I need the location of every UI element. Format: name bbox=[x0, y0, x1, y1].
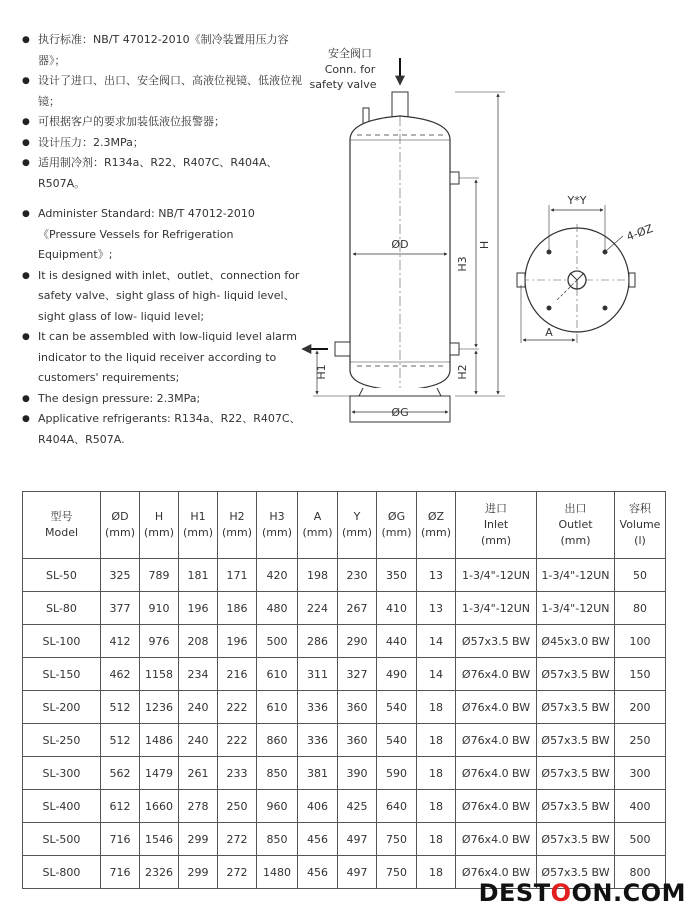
header-g: ØG (mm) bbox=[377, 492, 417, 559]
cell-z: 14 bbox=[417, 625, 456, 658]
cell-outlet: 1-3/4"-12UN bbox=[537, 592, 615, 625]
cell-model: SL-80 bbox=[23, 592, 101, 625]
cell-y: 390 bbox=[338, 757, 377, 790]
header-outlet: 出口 Outlet (mm) bbox=[537, 492, 615, 559]
cell-h3: 610 bbox=[257, 658, 298, 691]
cell-h: 910 bbox=[140, 592, 179, 625]
cell-model: SL-400 bbox=[23, 790, 101, 823]
bullet-en-item: ● It can be assembled with low-liquid level alarm indicator to the liquid receiver according to customers' requirements; bbox=[22, 327, 307, 389]
cell-g: 590 bbox=[377, 757, 417, 790]
cell-h3: 860 bbox=[257, 724, 298, 757]
cell-h3: 610 bbox=[257, 691, 298, 724]
safety-valve-label-en2: safety valve bbox=[309, 78, 377, 91]
cell-h3: 960 bbox=[257, 790, 298, 823]
cell-h2: 222 bbox=[218, 724, 257, 757]
cell-g: 640 bbox=[377, 790, 417, 823]
dim-label-h1: H1 bbox=[315, 364, 328, 380]
cell-h1: 261 bbox=[179, 757, 218, 790]
cell-h3: 420 bbox=[257, 559, 298, 592]
cell-volume: 250 bbox=[615, 724, 666, 757]
cell-outlet: Ø57x3.5 BW bbox=[537, 790, 615, 823]
cell-outlet: Ø57x3.5 BW bbox=[537, 757, 615, 790]
cell-d: 325 bbox=[101, 559, 140, 592]
bolt-hole-right bbox=[603, 250, 608, 255]
bolt-hole-bottom-right bbox=[603, 306, 608, 311]
table-row bbox=[23, 757, 666, 790]
cell-model: SL-200 bbox=[23, 691, 101, 724]
cell-model: SL-150 bbox=[23, 658, 101, 691]
cell-z: 18 bbox=[417, 823, 456, 856]
cell-g: 540 bbox=[377, 724, 417, 757]
cell-h: 1546 bbox=[140, 823, 179, 856]
cell-h: 1660 bbox=[140, 790, 179, 823]
dim-label-g: ØG bbox=[391, 406, 409, 419]
header-inlet: 进口 Inlet (mm) bbox=[456, 492, 537, 559]
cell-volume: 50 bbox=[615, 559, 666, 592]
receiver-drawing bbox=[295, 40, 675, 440]
cell-y: 230 bbox=[338, 559, 377, 592]
cell-outlet: Ø57x3.5 BW bbox=[537, 724, 615, 757]
cell-h: 789 bbox=[140, 559, 179, 592]
bolt-hole-top bbox=[547, 250, 552, 255]
cell-a: 381 bbox=[298, 757, 338, 790]
dim-label-h2: H2 bbox=[456, 364, 469, 380]
header-h3: H3 (mm) bbox=[257, 492, 298, 559]
cell-volume: 800 bbox=[615, 856, 666, 889]
safety-valve-label-en1: Conn. for bbox=[324, 63, 376, 76]
cell-h1: 196 bbox=[179, 592, 218, 625]
cell-d: 512 bbox=[101, 724, 140, 757]
cell-z: 14 bbox=[417, 658, 456, 691]
cell-d: 512 bbox=[101, 691, 140, 724]
cell-inlet: 1-3/4"-12UN bbox=[456, 592, 537, 625]
cell-inlet: Ø76x4.0 BW bbox=[456, 658, 537, 691]
cell-a: 311 bbox=[298, 658, 338, 691]
table-row bbox=[23, 625, 666, 658]
cell-d: 462 bbox=[101, 658, 140, 691]
outlet-pipe bbox=[335, 342, 350, 356]
cell-h3: 1480 bbox=[257, 856, 298, 889]
cell-h1: 299 bbox=[179, 823, 218, 856]
bullet-cn-item: ● 适用制冷剂：R134a、R22、R407C、R404A、R507A。 bbox=[22, 153, 307, 194]
cell-inlet: Ø76x4.0 BW bbox=[456, 757, 537, 790]
cell-outlet: Ø57x3.5 BW bbox=[537, 856, 615, 889]
cell-z: 18 bbox=[417, 790, 456, 823]
cell-outlet: Ø57x3.5 BW bbox=[537, 658, 615, 691]
cell-volume: 300 bbox=[615, 757, 666, 790]
cell-volume: 80 bbox=[615, 592, 666, 625]
cell-h: 1158 bbox=[140, 658, 179, 691]
cell-g: 540 bbox=[377, 691, 417, 724]
cell-h2: 272 bbox=[218, 823, 257, 856]
bullet-en-item: ● Administer Standard: NB/T 47012-2010《Pressure Vessels for Refrigeration Equipment》; bbox=[22, 204, 307, 266]
header-h1: H1 (mm) bbox=[179, 492, 218, 559]
dim-label-h: H bbox=[478, 240, 491, 250]
cell-a: 456 bbox=[298, 823, 338, 856]
cell-volume: 200 bbox=[615, 691, 666, 724]
spec-table bbox=[22, 491, 666, 889]
cell-a: 336 bbox=[298, 724, 338, 757]
cell-y: 497 bbox=[338, 823, 377, 856]
table-row bbox=[23, 724, 666, 757]
cell-h2: 171 bbox=[218, 559, 257, 592]
cell-z: 18 bbox=[417, 724, 456, 757]
cell-z: 18 bbox=[417, 691, 456, 724]
cell-g: 440 bbox=[377, 625, 417, 658]
cell-h: 2326 bbox=[140, 856, 179, 889]
cell-h1: 181 bbox=[179, 559, 218, 592]
low-sight-glass bbox=[450, 343, 459, 355]
cell-outlet: Ø57x3.5 BW bbox=[537, 691, 615, 724]
cell-model: SL-500 bbox=[23, 823, 101, 856]
cell-a: 224 bbox=[298, 592, 338, 625]
site-watermark: DESTOON.COM bbox=[478, 879, 686, 907]
cell-d: 612 bbox=[101, 790, 140, 823]
cell-model: SL-100 bbox=[23, 625, 101, 658]
cell-model: SL-50 bbox=[23, 559, 101, 592]
top-view-outlet bbox=[517, 273, 525, 287]
cell-h1: 278 bbox=[179, 790, 218, 823]
dim-label-a: A bbox=[545, 326, 553, 339]
header-volume: 容积 Volume (l) bbox=[615, 492, 666, 559]
cell-h2: 222 bbox=[218, 691, 257, 724]
header-y: Y (mm) bbox=[338, 492, 377, 559]
top-view-sight-glass bbox=[629, 273, 635, 287]
cell-h2: 272 bbox=[218, 856, 257, 889]
cell-model: SL-800 bbox=[23, 856, 101, 889]
cell-h: 1479 bbox=[140, 757, 179, 790]
cell-y: 497 bbox=[338, 856, 377, 889]
cell-d: 562 bbox=[101, 757, 140, 790]
cell-outlet: 1-3/4"-12UN bbox=[537, 559, 615, 592]
cell-a: 286 bbox=[298, 625, 338, 658]
cell-h3: 850 bbox=[257, 823, 298, 856]
cell-a: 406 bbox=[298, 790, 338, 823]
cell-g: 750 bbox=[377, 823, 417, 856]
safety-valve-label-cn: 安全阀口 bbox=[328, 47, 372, 60]
table-row bbox=[23, 823, 666, 856]
bullet-en-item: ● The design pressure: 2.3MPa; bbox=[22, 389, 307, 410]
dim-label-d: ØD bbox=[391, 238, 409, 251]
cell-h2: 216 bbox=[218, 658, 257, 691]
cell-model: SL-250 bbox=[23, 724, 101, 757]
high-sight-glass bbox=[450, 172, 459, 184]
dim-label-z: 4-ØZ bbox=[624, 221, 655, 244]
cell-y: 425 bbox=[338, 790, 377, 823]
bolt-hole-bottom-left bbox=[547, 306, 552, 311]
cell-h: 1486 bbox=[140, 724, 179, 757]
cell-y: 360 bbox=[338, 724, 377, 757]
cell-g: 350 bbox=[377, 559, 417, 592]
cell-d: 716 bbox=[101, 823, 140, 856]
header-h2: H2 (mm) bbox=[218, 492, 257, 559]
header-model: 型号 Model bbox=[23, 492, 101, 559]
cell-z: 18 bbox=[417, 757, 456, 790]
table-header-row bbox=[23, 492, 666, 559]
cell-d: 716 bbox=[101, 856, 140, 889]
header-z: ØZ (mm) bbox=[417, 492, 456, 559]
cell-h: 1236 bbox=[140, 691, 179, 724]
bullet-en-item: ● Applicative refrigerants: R134a、R22、R407C、R404A、R507A. bbox=[22, 409, 307, 450]
cell-h: 976 bbox=[140, 625, 179, 658]
vessel-skirt bbox=[359, 388, 441, 396]
cell-y: 267 bbox=[338, 592, 377, 625]
cell-h1: 240 bbox=[179, 691, 218, 724]
cell-h1: 208 bbox=[179, 625, 218, 658]
cell-inlet: Ø76x4.0 BW bbox=[456, 691, 537, 724]
bullet-en-item: ● It is designed with inlet、outlet、connection for safety valve、sight glass of high- liquid level、sight glass of low- liquid level; bbox=[22, 266, 307, 328]
cell-h1: 299 bbox=[179, 856, 218, 889]
spec-bullets bbox=[22, 30, 307, 450]
table-row bbox=[23, 592, 666, 625]
cell-h2: 233 bbox=[218, 757, 257, 790]
cell-z: 13 bbox=[417, 592, 456, 625]
cell-inlet: Ø76x4.0 BW bbox=[456, 856, 537, 889]
cell-a: 198 bbox=[298, 559, 338, 592]
cell-z: 18 bbox=[417, 856, 456, 889]
cell-volume: 100 bbox=[615, 625, 666, 658]
cell-g: 490 bbox=[377, 658, 417, 691]
cell-h3: 480 bbox=[257, 592, 298, 625]
cell-y: 360 bbox=[338, 691, 377, 724]
cell-outlet: Ø57x3.5 BW bbox=[537, 823, 615, 856]
header-d: ØD (mm) bbox=[101, 492, 140, 559]
cell-g: 750 bbox=[377, 856, 417, 889]
cell-volume: 500 bbox=[615, 823, 666, 856]
cell-y: 327 bbox=[338, 658, 377, 691]
cell-h3: 850 bbox=[257, 757, 298, 790]
cell-inlet: Ø76x4.0 BW bbox=[456, 790, 537, 823]
cell-h3: 500 bbox=[257, 625, 298, 658]
bullet-cn-item: ● 可根据客户的要求加装低液位报警器； bbox=[22, 112, 307, 133]
cell-z: 13 bbox=[417, 559, 456, 592]
cell-d: 377 bbox=[101, 592, 140, 625]
cell-a: 336 bbox=[298, 691, 338, 724]
table-row bbox=[23, 790, 666, 823]
cell-inlet: 1-3/4"-12UN bbox=[456, 559, 537, 592]
header-a: A (mm) bbox=[298, 492, 338, 559]
cell-outlet: Ø45x3.0 BW bbox=[537, 625, 615, 658]
cell-inlet: Ø76x4.0 BW bbox=[456, 823, 537, 856]
bullet-cn-item: ● 执行标准：NB/T 47012-2010《制冷装置用压力容器》； bbox=[22, 30, 307, 71]
cell-volume: 400 bbox=[615, 790, 666, 823]
cell-inlet: Ø76x4.0 BW bbox=[456, 724, 537, 757]
bullet-cn-item: ● 设计压力：2.3MPa； bbox=[22, 133, 307, 154]
bullet-cn-item: ● 设计了进口、出口、安全阀口、高液位视镜、低液位视镜； bbox=[22, 71, 307, 112]
bullets-en-list bbox=[22, 204, 307, 450]
dim-label-h3: H3 bbox=[456, 256, 469, 272]
cell-model: SL-300 bbox=[23, 757, 101, 790]
cell-h2: 196 bbox=[218, 625, 257, 658]
cell-h2: 250 bbox=[218, 790, 257, 823]
table-row bbox=[23, 658, 666, 691]
cell-g: 410 bbox=[377, 592, 417, 625]
table-row bbox=[23, 691, 666, 724]
bullets-cn-list bbox=[22, 30, 307, 194]
cell-y: 290 bbox=[338, 625, 377, 658]
header-h: H (mm) bbox=[140, 492, 179, 559]
cell-h1: 240 bbox=[179, 724, 218, 757]
cell-d: 412 bbox=[101, 625, 140, 658]
cell-h1: 234 bbox=[179, 658, 218, 691]
table-row bbox=[23, 559, 666, 592]
cell-a: 456 bbox=[298, 856, 338, 889]
cell-inlet: Ø57x3.5 BW bbox=[456, 625, 537, 658]
cell-h2: 186 bbox=[218, 592, 257, 625]
dim-label-yy: Y*Y bbox=[567, 194, 587, 207]
cell-volume: 150 bbox=[615, 658, 666, 691]
